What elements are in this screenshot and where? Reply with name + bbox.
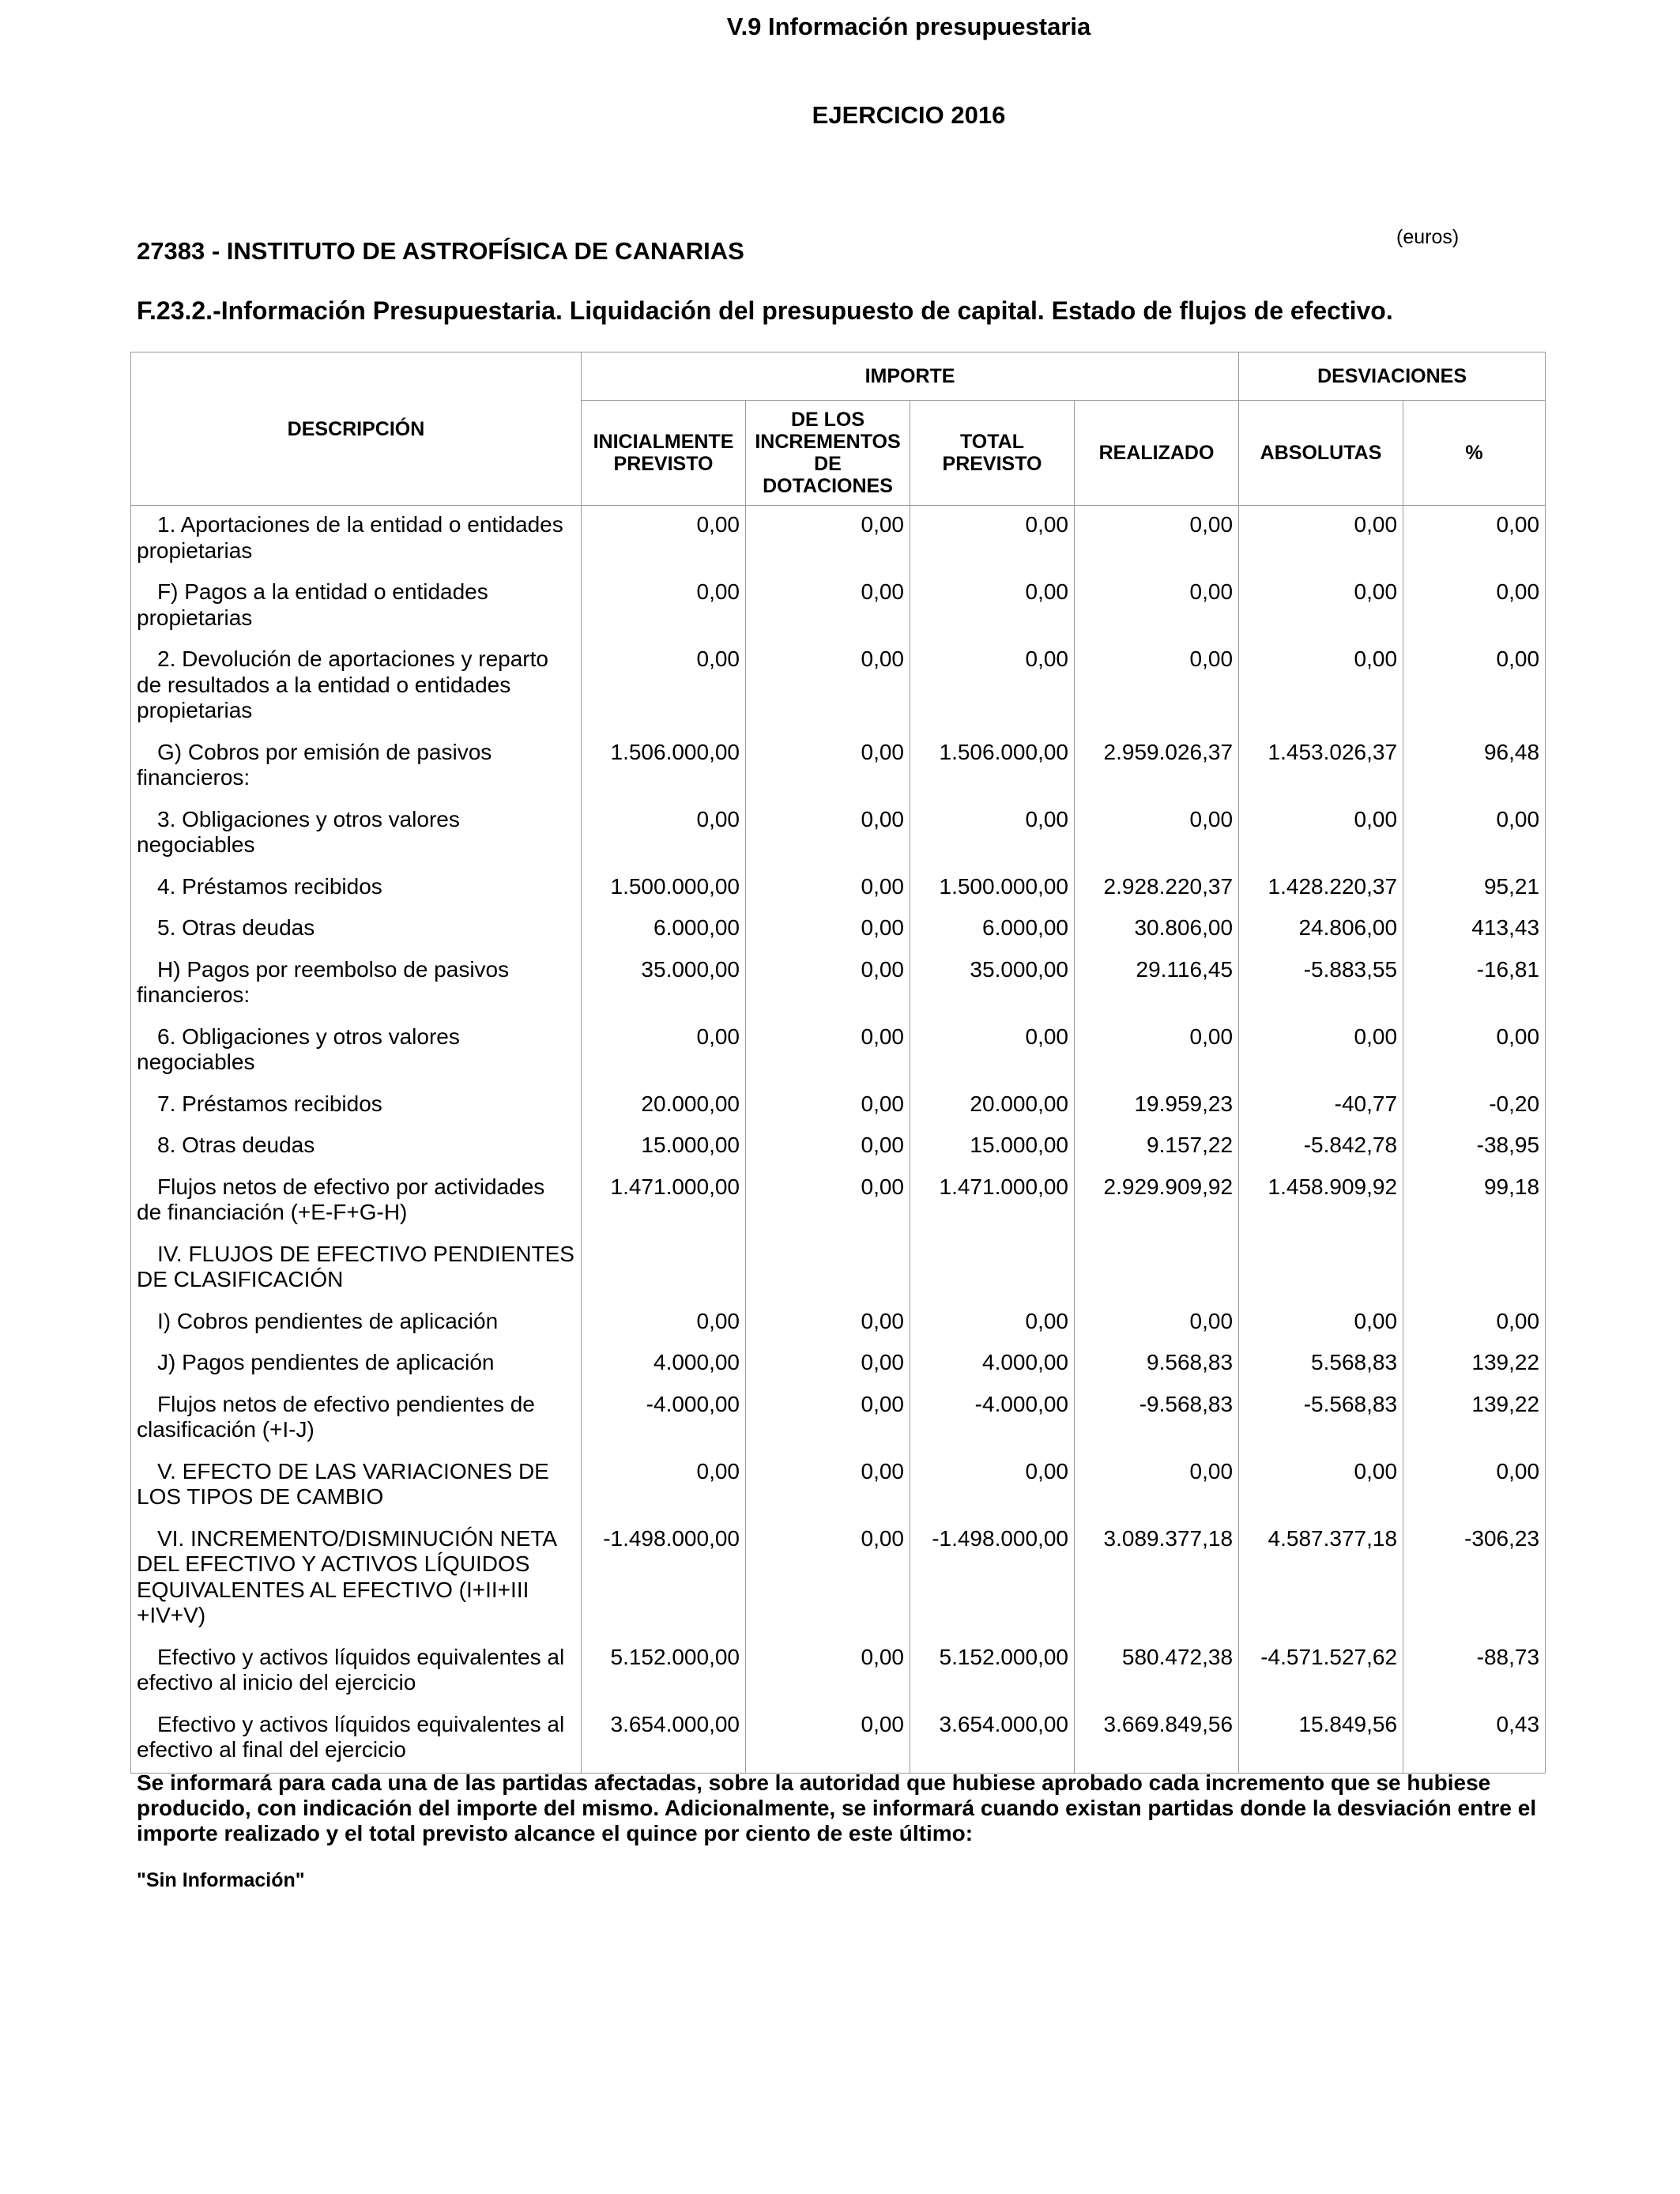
- footnote: Se informará para cada una de las partidas afectadas, sobre la autoridad que hubiese aprobado cada incremento que se hubiese producido, con indicación del importe del mismo. Adicionalmente, se informará cuando existan partidas donde la desviación entre el importe realizado y el total previsto alcance el quince por ciento de este último:: [137, 1770, 1537, 1845]
- cell-inicialmente-previsto: -4.000,00: [582, 1385, 746, 1453]
- cell-total-previsto: -1.498.000,00: [910, 1520, 1075, 1638]
- cell-inicialmente-previsto: 0,00: [582, 801, 746, 868]
- cell-inicialmente-previsto: 0,00: [582, 506, 746, 574]
- cell-realizado: 2.959.026,37: [1075, 733, 1239, 801]
- cell-inicialmente-previsto: [582, 1235, 746, 1302]
- cell-incrementos: 0,00: [746, 1638, 910, 1706]
- header-descripcion: DESCRIPCIÓN: [131, 352, 582, 506]
- cell-realizado: 29.116,45: [1075, 951, 1239, 1018]
- cell-absolutas: 4.587.377,18: [1239, 1520, 1403, 1638]
- cell-percent: 0,00: [1403, 1302, 1546, 1344]
- row-description: Flujos netos de efectivo pendientes de clasificación (+I-J): [131, 1385, 582, 1453]
- table-row: [131, 573, 1546, 640]
- table-row: [131, 1385, 1546, 1453]
- table-row: [131, 1638, 1546, 1706]
- table-row: [131, 1168, 1546, 1235]
- cell-total-previsto: 0,00: [910, 1453, 1075, 1520]
- cell-incrementos: 0,00: [746, 573, 910, 640]
- header-total-previsto: TOTAL PREVISTO: [910, 401, 1075, 506]
- cell-incrementos: 0,00: [746, 1706, 910, 1774]
- header-percent: %: [1403, 401, 1546, 506]
- cell-realizado: 30.806,00: [1075, 909, 1239, 951]
- cell-incrementos: 0,00: [746, 801, 910, 868]
- cell-percent: [1403, 1235, 1546, 1302]
- cell-percent: 0,00: [1403, 506, 1546, 574]
- cell-realizado: 580.472,38: [1075, 1638, 1239, 1706]
- cell-absolutas: 0,00: [1239, 801, 1403, 868]
- cell-realizado: 0,00: [1075, 1453, 1239, 1520]
- cell-inicialmente-previsto: 4.000,00: [582, 1344, 746, 1385]
- cell-incrementos: 0,00: [746, 951, 910, 1018]
- cell-inicialmente-previsto: 0,00: [582, 1018, 746, 1085]
- cell-percent: 413,43: [1403, 909, 1546, 951]
- cell-absolutas: -40,77: [1239, 1085, 1403, 1127]
- cell-absolutas: 0,00: [1239, 506, 1403, 574]
- cell-realizado: 9.568,83: [1075, 1344, 1239, 1385]
- cell-total-previsto: 0,00: [910, 640, 1075, 733]
- cell-realizado: -9.568,83: [1075, 1385, 1239, 1453]
- table-row: [131, 1085, 1546, 1127]
- cell-realizado: 0,00: [1075, 801, 1239, 868]
- cell-percent: 139,22: [1403, 1344, 1546, 1385]
- row-description: 3. Obligaciones y otros valores negociables: [131, 801, 582, 868]
- cell-incrementos: [746, 1235, 910, 1302]
- table-row: [131, 733, 1546, 801]
- cell-realizado: 0,00: [1075, 506, 1239, 574]
- table-row: [131, 909, 1546, 951]
- cell-total-previsto: 0,00: [910, 1018, 1075, 1085]
- page-title: V.9 Información presupuestaria: [726, 13, 1091, 40]
- cell-inicialmente-previsto: 6.000,00: [582, 909, 746, 951]
- row-description: 8. Otras deudas: [131, 1126, 582, 1168]
- cell-incrementos: 0,00: [746, 1453, 910, 1520]
- cell-inicialmente-previsto: 0,00: [582, 640, 746, 733]
- table-row: [131, 1235, 1546, 1302]
- cell-percent: -16,81: [1403, 951, 1546, 1018]
- table-row: [131, 1302, 1546, 1344]
- cell-inicialmente-previsto: 1.471.000,00: [582, 1168, 746, 1235]
- cell-percent: 95,21: [1403, 868, 1546, 910]
- cell-incrementos: 0,00: [746, 1085, 910, 1127]
- currency-units: (euros): [1396, 226, 1460, 248]
- cell-realizado: 2.929.909,92: [1075, 1168, 1239, 1235]
- row-description: Flujos netos de efectivo por actividades de financiación (+E-F+G-H): [131, 1168, 582, 1235]
- cell-total-previsto: 1.471.000,00: [910, 1168, 1075, 1235]
- row-description: G) Cobros por emisión de pasivos financieros:: [131, 733, 582, 801]
- table-row: [131, 801, 1546, 868]
- cell-inicialmente-previsto: 20.000,00: [582, 1085, 746, 1127]
- cell-percent: 0,00: [1403, 1453, 1546, 1520]
- cell-total-previsto: 0,00: [910, 573, 1075, 640]
- cell-total-previsto: -4.000,00: [910, 1385, 1075, 1453]
- cell-total-previsto: 3.654.000,00: [910, 1706, 1075, 1774]
- cell-incrementos: 0,00: [746, 868, 910, 910]
- row-description: 4. Préstamos recibidos: [131, 868, 582, 910]
- cell-absolutas: 0,00: [1239, 1453, 1403, 1520]
- cell-realizado: 0,00: [1075, 573, 1239, 640]
- cell-realizado: 3.089.377,18: [1075, 1520, 1239, 1638]
- row-description: 2. Devolución de aportaciones y reparto de resultados a la entidad o entidades propietarias: [131, 640, 582, 733]
- cell-total-previsto: 0,00: [910, 1302, 1075, 1344]
- table-row: [131, 1706, 1546, 1774]
- cell-percent: 0,43: [1403, 1706, 1546, 1774]
- cell-total-previsto: 0,00: [910, 506, 1075, 574]
- cell-incrementos: 0,00: [746, 640, 910, 733]
- cell-inicialmente-previsto: 15.000,00: [582, 1126, 746, 1168]
- cell-realizado: 0,00: [1075, 640, 1239, 733]
- cell-percent: -306,23: [1403, 1520, 1546, 1638]
- row-description: I) Cobros pendientes de aplicación: [131, 1302, 582, 1344]
- cell-absolutas: -5.842,78: [1239, 1126, 1403, 1168]
- table-row: [131, 1126, 1546, 1168]
- cell-incrementos: 0,00: [746, 1302, 910, 1344]
- row-description: 6. Obligaciones y otros valores negociables: [131, 1018, 582, 1085]
- cell-percent: 139,22: [1403, 1385, 1546, 1453]
- header-incrementos: DE LOS INCREMENTOS DE DOTACIONES: [746, 401, 910, 506]
- cell-total-previsto: 1.500.000,00: [910, 868, 1075, 910]
- cell-incrementos: 0,00: [746, 1018, 910, 1085]
- fiscal-year: EJERCICIO 2016: [812, 101, 1006, 129]
- row-description: Efectivo y activos líquidos equivalentes al efectivo al final del ejercicio: [131, 1706, 582, 1774]
- row-description: VI. INCREMENTO/DISMINUCIÓN NETA DEL EFECTIVO Y ACTIVOS LÍQUIDOS EQUIVALENTES AL EFECTIVO (I+II+III +IV+V): [131, 1520, 582, 1638]
- cell-percent: 0,00: [1403, 573, 1546, 640]
- cell-realizado: 2.928.220,37: [1075, 868, 1239, 910]
- table-row: [131, 640, 1546, 733]
- cell-total-previsto: 15.000,00: [910, 1126, 1075, 1168]
- row-description: 5. Otras deudas: [131, 909, 582, 951]
- cash-flow-table: [130, 352, 1546, 1774]
- cell-percent: 0,00: [1403, 640, 1546, 733]
- cell-incrementos: 0,00: [746, 1385, 910, 1453]
- cell-absolutas: 0,00: [1239, 573, 1403, 640]
- row-description: 1. Aportaciones de la entidad o entidades propietarias: [131, 506, 582, 574]
- cell-percent: -88,73: [1403, 1638, 1546, 1706]
- table-row: [131, 868, 1546, 910]
- row-description: Efectivo y activos líquidos equivalentes al efectivo al inicio del ejercicio: [131, 1638, 582, 1706]
- cell-absolutas: [1239, 1235, 1403, 1302]
- cell-absolutas: -4.571.527,62: [1239, 1638, 1403, 1706]
- cell-absolutas: 1.458.909,92: [1239, 1168, 1403, 1235]
- no-information-label: "Sin Información": [137, 1869, 305, 1891]
- table-row: [131, 1453, 1546, 1520]
- cell-inicialmente-previsto: 0,00: [582, 573, 746, 640]
- cell-absolutas: 1.453.026,37: [1239, 733, 1403, 801]
- table-row: [131, 951, 1546, 1018]
- cell-percent: 96,48: [1403, 733, 1546, 801]
- row-description: H) Pagos por reembolso de pasivos financieros:: [131, 951, 582, 1018]
- header-importe: IMPORTE: [582, 352, 1239, 401]
- cell-inicialmente-previsto: 3.654.000,00: [582, 1706, 746, 1774]
- cell-absolutas: -5.883,55: [1239, 951, 1403, 1018]
- cell-realizado: [1075, 1235, 1239, 1302]
- cell-realizado: 3.669.849,56: [1075, 1706, 1239, 1774]
- cell-incrementos: 0,00: [746, 506, 910, 574]
- cell-percent: 99,18: [1403, 1168, 1546, 1235]
- cell-total-previsto: 4.000,00: [910, 1344, 1075, 1385]
- cell-inicialmente-previsto: 0,00: [582, 1453, 746, 1520]
- cell-incrementos: 0,00: [746, 1126, 910, 1168]
- row-description: F) Pagos a la entidad o entidades propietarias: [131, 573, 582, 640]
- cell-total-previsto: [910, 1235, 1075, 1302]
- header-inicialmente-previsto: INICIALMENTE PREVISTO: [582, 401, 746, 506]
- cell-percent: 0,00: [1403, 801, 1546, 868]
- cell-incrementos: 0,00: [746, 1344, 910, 1385]
- table-row: [131, 1018, 1546, 1085]
- cell-inicialmente-previsto: 35.000,00: [582, 951, 746, 1018]
- row-description: J) Pagos pendientes de aplicación: [131, 1344, 582, 1385]
- cell-absolutas: 1.428.220,37: [1239, 868, 1403, 910]
- cell-absolutas: 0,00: [1239, 1302, 1403, 1344]
- row-description: V. EFECTO DE LAS VARIACIONES DE LOS TIPOS DE CAMBIO: [131, 1453, 582, 1520]
- cell-total-previsto: 6.000,00: [910, 909, 1075, 951]
- cell-absolutas: -5.568,83: [1239, 1385, 1403, 1453]
- cell-realizado: 19.959,23: [1075, 1085, 1239, 1127]
- cell-total-previsto: 1.506.000,00: [910, 733, 1075, 801]
- cell-inicialmente-previsto: 1.500.000,00: [582, 868, 746, 910]
- table-row: [131, 1520, 1546, 1638]
- cell-absolutas: 15.849,56: [1239, 1706, 1403, 1774]
- cell-inicialmente-previsto: 1.506.000,00: [582, 733, 746, 801]
- cell-incrementos: 0,00: [746, 1520, 910, 1638]
- cell-absolutas: 0,00: [1239, 1018, 1403, 1085]
- table-row: [131, 506, 1546, 574]
- header-desviaciones: DESVIACIONES: [1239, 352, 1546, 401]
- cell-percent: -38,95: [1403, 1126, 1546, 1168]
- cell-absolutas: 5.568,83: [1239, 1344, 1403, 1385]
- cell-total-previsto: 20.000,00: [910, 1085, 1075, 1127]
- cell-incrementos: 0,00: [746, 733, 910, 801]
- cell-absolutas: 24.806,00: [1239, 909, 1403, 951]
- header-absolutas: ABSOLUTAS: [1239, 401, 1403, 506]
- cell-absolutas: 0,00: [1239, 640, 1403, 733]
- cell-realizado: 0,00: [1075, 1018, 1239, 1085]
- cell-incrementos: 0,00: [746, 1168, 910, 1235]
- cell-percent: 0,00: [1403, 1018, 1546, 1085]
- table-row: [131, 1344, 1546, 1385]
- table-body: [131, 506, 1546, 1774]
- cell-realizado: 9.157,22: [1075, 1126, 1239, 1168]
- entity-name: 27383 - INSTITUTO DE ASTROFÍSICA DE CANARIAS: [137, 237, 744, 265]
- cell-realizado: 0,00: [1075, 1302, 1239, 1344]
- cell-incrementos: 0,00: [746, 909, 910, 951]
- cell-inicialmente-previsto: 0,00: [582, 1302, 746, 1344]
- cell-inicialmente-previsto: -1.498.000,00: [582, 1520, 746, 1638]
- row-description: 7. Préstamos recibidos: [131, 1085, 582, 1127]
- cell-total-previsto: 0,00: [910, 801, 1075, 868]
- form-title: F.23.2.-Información Presupuestaria. Liquidación del presupuesto de capital. Estado de flujos de efectivo.: [137, 296, 1393, 325]
- header-realizado: REALIZADO: [1075, 401, 1239, 506]
- cell-total-previsto: 5.152.000,00: [910, 1638, 1075, 1706]
- cell-total-previsto: 35.000,00: [910, 951, 1075, 1018]
- cell-percent: -0,20: [1403, 1085, 1546, 1127]
- row-description: IV. FLUJOS DE EFECTIVO PENDIENTES DE CLASIFICACIÓN: [131, 1235, 582, 1302]
- cell-inicialmente-previsto: 5.152.000,00: [582, 1638, 746, 1706]
